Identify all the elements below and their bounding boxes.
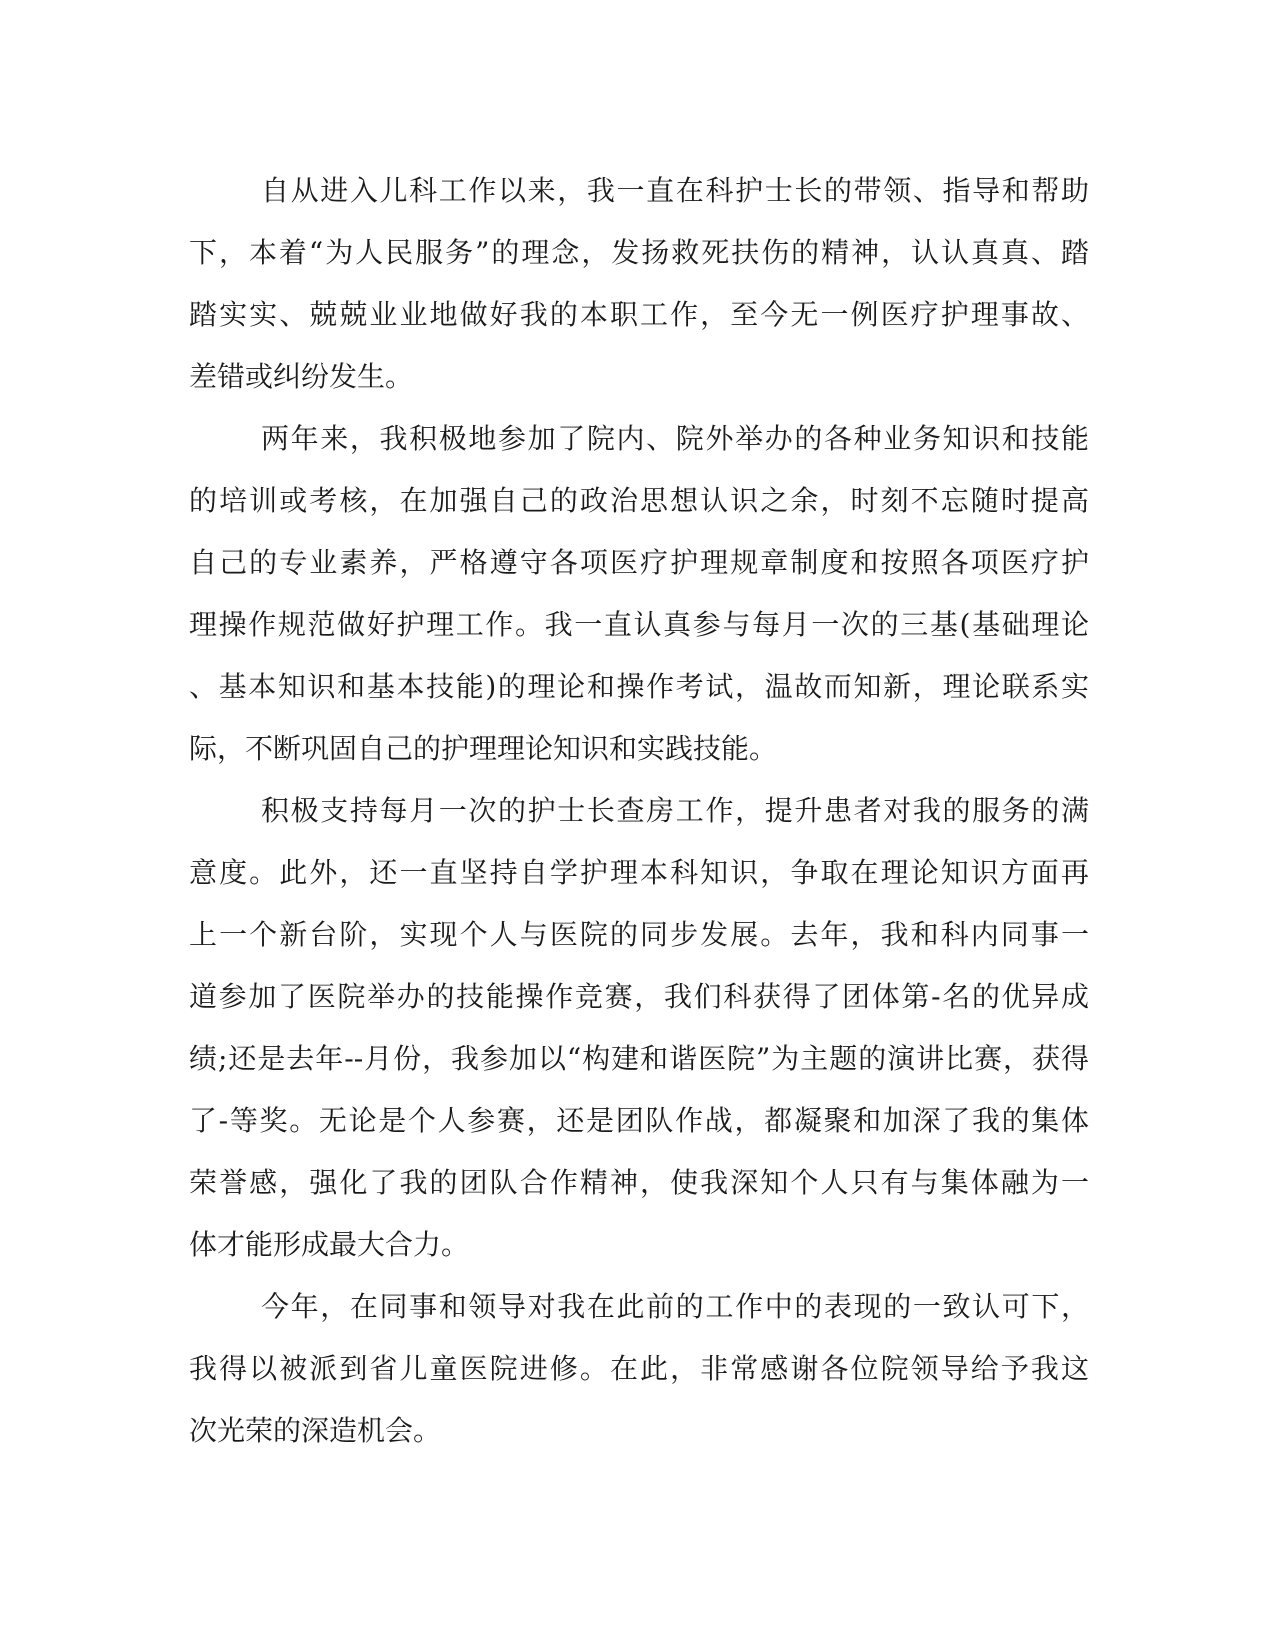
- text-line: 绩;还是去年--月份，我参加以“构建和谐医院”为主题的演讲比赛，获得: [189, 1042, 1089, 1075]
- paragraph-1: [189, 160, 1089, 408]
- text-line: 道参加了医院举办的技能操作竞赛，我们科获得了团体第-名的优异成: [189, 980, 1089, 1013]
- text-line: 了-等奖。无论是个人参赛，还是团队作战，都凝聚和加深了我的集体: [189, 1104, 1089, 1137]
- text-line: 理操作规范做好护理工作。我一直认真参与每月一次的三基(基础理论: [189, 608, 1089, 641]
- text-line: 差错或纠纷发生。: [189, 360, 414, 393]
- text-line: 荣誉感，强化了我的团队合作精神，使我深知个人只有与集体融为一: [189, 1166, 1089, 1199]
- text-line: 两年来，我积极地参加了院内、院外举办的各种业务知识和技能: [261, 422, 1089, 455]
- text-line: 下，本着“为人民服务”的理念，发扬救死扶伤的精神，认认真真、踏: [189, 236, 1089, 269]
- document-body: [189, 160, 1089, 1462]
- text-line: 的培训或考核，在加强自己的政治思想认识之余，时刻不忘随时提高: [189, 484, 1089, 517]
- text-line: 自从进入儿科工作以来，我一直在科护士长的带领、指导和帮助: [261, 174, 1089, 207]
- text-line: 我得以被派到省儿童医院进修。在此，非常感谢各位院领导给予我这: [189, 1352, 1089, 1385]
- paragraph-2: [189, 408, 1089, 780]
- text-line: 次光荣的深造机会。: [189, 1414, 442, 1447]
- text-line: 积极支持每月一次的护士长查房工作，提升患者对我的服务的满: [261, 794, 1089, 827]
- text-line: 踏实实、兢兢业业地做好我的本职工作，至今无一例医疗护理事故、: [189, 298, 1089, 331]
- text-line: 上一个新台阶，实现个人与医院的同步发展。去年，我和科内同事一: [189, 918, 1089, 951]
- text-line: 自己的专业素养，严格遵守各项医疗护理规章制度和按照各项医疗护: [189, 546, 1089, 579]
- paragraph-4: [189, 1276, 1089, 1462]
- text-line: 今年，在同事和领导对我在此前的工作中的表现的一致认可下，: [261, 1290, 1089, 1323]
- paragraph-3: [189, 780, 1089, 1276]
- text-line: 际，不断巩固自己的护理理论知识和实践技能。: [189, 732, 778, 765]
- text-line: 意度。此外，还一直坚持自学护理本科知识，争取在理论知识方面再: [189, 856, 1089, 889]
- text-line: 、基本知识和基本技能)的理论和操作考试，温故而知新，理论联系实: [189, 670, 1089, 703]
- text-line: 体才能形成最大合力。: [189, 1228, 470, 1261]
